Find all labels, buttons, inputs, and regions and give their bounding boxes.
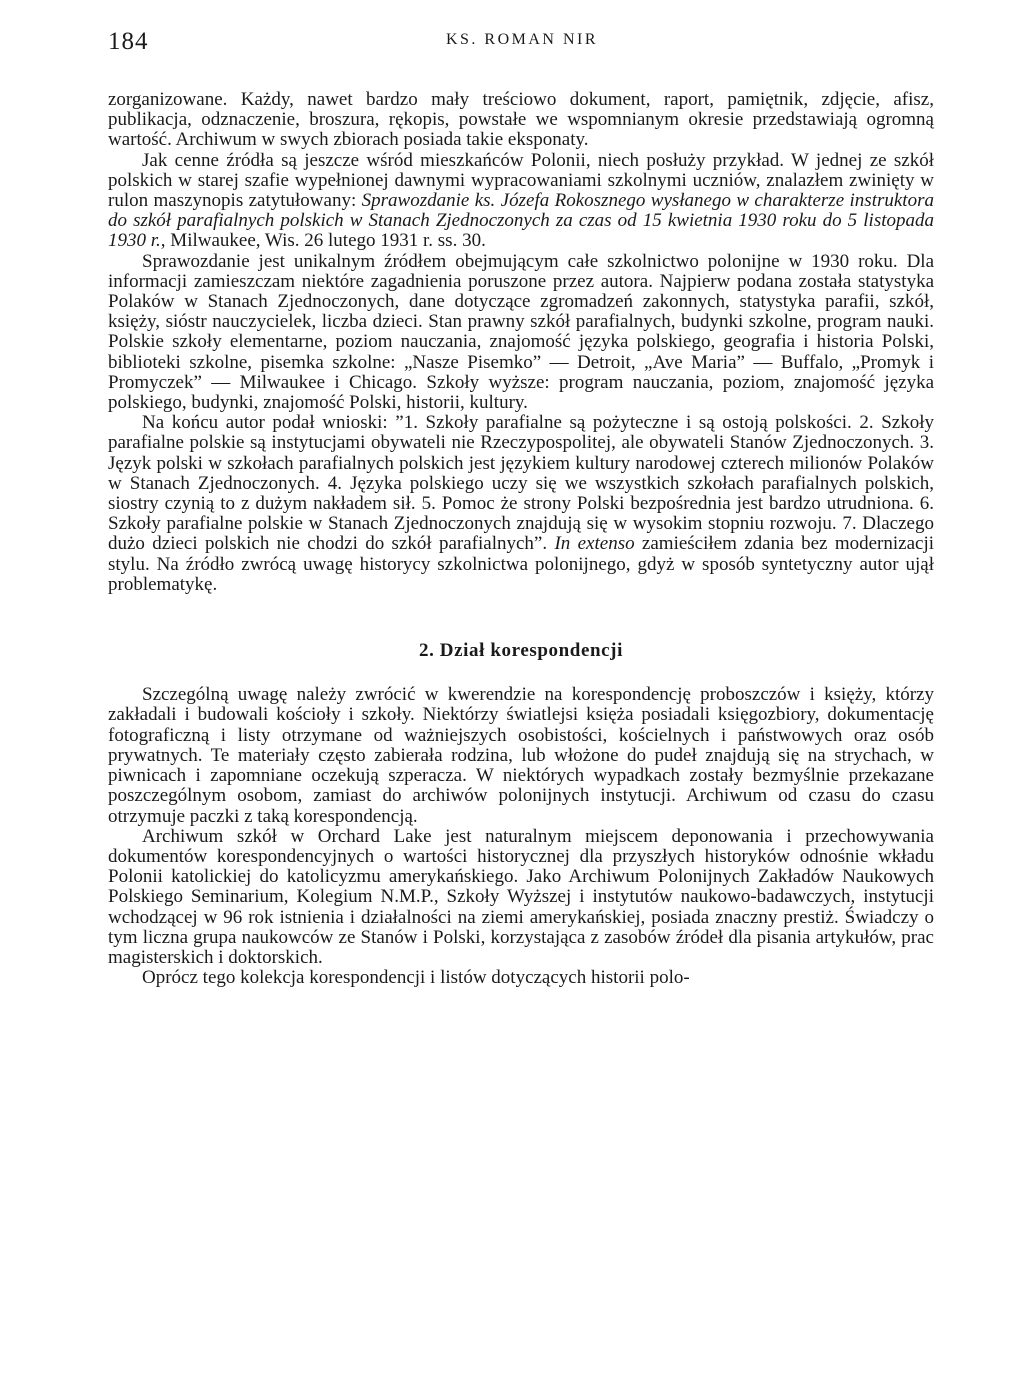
paragraph [108, 90, 934, 151]
italic-text: Sprawozdanie ks. Józefa Rokosznego wysłanego w charakterze instruktora do szkół parafialnych polskich w Stanach Zjednoczonych za czas od 15 kwietnia 1930 roku do 5 listopada 1930 r. [108, 190, 934, 252]
body-text [108, 90, 934, 988]
section-heading: 2. Dział korespondencji [419, 640, 623, 662]
paragraph [108, 685, 934, 826]
text-run: Oprócz tego kolekcja korespondencji i listów dotyczących historii polo- [142, 967, 690, 989]
text-run: , Milwaukee, Wis. 26 lutego 1931 r. ss. 30. [160, 230, 486, 252]
text-run: Na końcu autor podał wnioski: ”1. Szkoły parafialne są pożyteczne i są ostoją polskości. 2. Szkoły parafialne polskie są instytucjami obywateli nie Rzeczypospolitej, ale obywateli Stanów Zjednoczonych. 3. Język polski w szkołach parafialnych polskich jest językiem kultury narodowej czterech milionów Polaków w Stanach Zjednoczonych. 4. Języka polskiego uczy się we wszystkich szkołach parafialnych polskich, siostry czynią to z dużym nakładem sił. 5. Pomoc że strony Polski bezpośrednia jest bardzo utrudniona. 6. Szkoły parafialne polskie w Stanach Zjednoczonych znajdują się w wysokim stopniu rozwoju. 7. Dlaczego dużo dzieci polskich nie chodzi do szkół parafialnych”. [108, 412, 934, 555]
text-run: Szczególną uwagę należy zwrócić w kwerendzie na korespondencję proboszczów i księży, którzy zakładali i budowali kościoły i szkoły. Niektórzy światlejsi księża posiadali księgozbiory, dokumentację fotograficzną i listy otrzymane od ważniejszych osobistości, kościelnych i państwowych oraz osób prywatnych. Te materiały często zabierała rodzina, lub włożone do pudeł znajdują się na strychach, w piwnicach i zapomniane oczekują szperacza. W niektórych wypadkach zostały bezmyślnie przekazane poszczególnym osobom, zamiast do archiwów polonijnych instytucji. Archiwum od czasu do czasu otrzymuje paczki z taką korespondencją. [108, 684, 934, 827]
paragraphs-before [108, 90, 934, 595]
paragraph [108, 968, 934, 988]
text-run: zamieściłem zdania bez modernizacji stylu. Na źródło zwrócą uwagę historycy szkolnictwa polonijnego, gdyż w sposób syntetyczny autor ujął problematykę. [108, 533, 935, 595]
paragraph [108, 827, 934, 968]
italic-text: In extenso [554, 533, 635, 555]
text-run: Sprawozdanie jest unikalnym źródłem obejmującym całe szkolnictwo polonijne w 1930 roku. Dla informacji zamieszczam niektóre zagadnienia poruszone przez autora. Najpierw podana została statystyka Polaków w Stanach Zjednoczonych, dane dotyczące zgromadzeń zakonnych, statystyka parafii, szkół, księży, sióstr nauczycielek, liczba dzieci. Stan prawny szkół parafialnych, budynki szkolne, program nauki. Polskie szkoły elementarne, poziom nauczania, znajomość języka polskiego, geografia i historia Polski, biblioteki szkolne, pisemka szkolne: „Nasze Pisemko” — Detroit, „Ave Maria” — Buffalo, „Promyk i Promyczek” — Milwaukee i Chicago. Szkoły wyższe: program nauczania, poziom, znajomość języka polskiego, budynki, znajomość Polski, historii, kultury. [108, 250, 934, 414]
text-run: zorganizowane. Każdy, nawet bardzo mały treściowo dokument, raport, pamiętnik, zdjęcie, afisz, publikacja, odznaczenie, broszura, rękopis, powstałe we wspomnianym okresie przedstawiają ogromną wartość. Archiwum w swych zbiorach posiada takie eksponaty. [108, 89, 934, 151]
page-number: 184 [108, 28, 149, 55]
text-run: Archiwum szkół w Orchard Lake jest naturalnym miejscem deponowania i przechowywania dokumentów korespondencyjnych o wartości historycznej dla przyszłych historyków odnośnie wkładu Polonii katolickiej do katolicyzmu amerykańskiego. Jako Archiwum Polonijnych Zakładów Naukowych Polskiego Seminarium, Kolegium N.M.P., Szkoły Wyższej i instytutów naukowo-badawczych, instytucji wchodzącej w 96 rok istnienia i działalności na ziemi amerykańskiej, posiada znaczny prestiż. Świadczy o tym liczna grupa naukowców ze Stanów i Polski, korzystająca z zasobów źródeł dla pisania artykułów, prac magisterskich i doktorskich. [108, 825, 934, 968]
paragraph [108, 413, 934, 595]
text-run: Jak cenne źródła są jeszcze wśród mieszkańców Polonii, niech posłuży przykład. W jednej ze szkół polskich w starej szafie wypełnionej dawnymi wypracowaniami szkolnymi uczniów, znalazłem zwinięty w rulon maszynopis zatytułowany: [108, 149, 934, 212]
paragraphs-after [108, 685, 934, 988]
paragraph [108, 252, 934, 414]
running-head: KS. ROMAN NIR [445, 31, 599, 48]
paragraph [108, 151, 934, 252]
